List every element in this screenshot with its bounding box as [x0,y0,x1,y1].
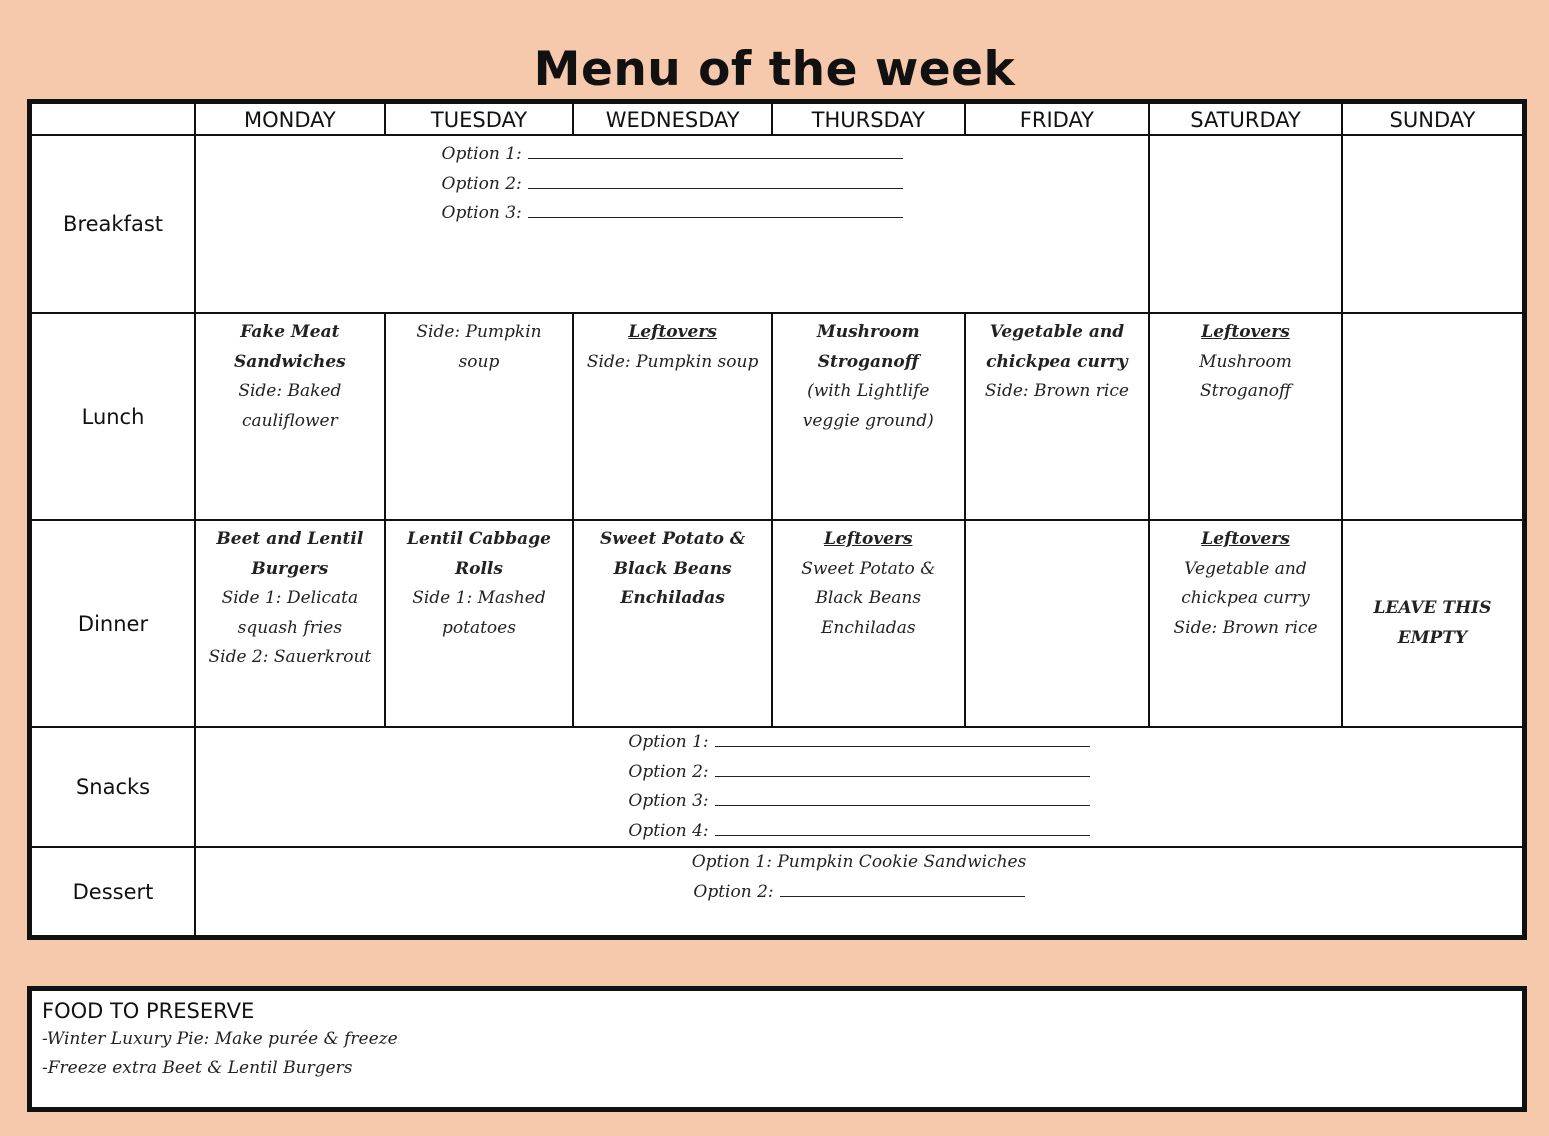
header-row [30,102,1525,136]
dinner-thursday-cell[interactable]: Leftovers Sweet Potato & Black Beans Enchiladas [772,520,965,727]
row-label-lunch: Lunch [30,313,196,520]
dessert-options-cell[interactable] [195,847,1524,937]
day-header-saturday: SATURDAY [1149,102,1342,136]
dessert-option-2: Option 2: [196,878,1522,908]
food-to-preserve-box[interactable] [27,986,1527,1112]
lunch-wednesday-cell[interactable]: Leftovers Side: Pumpkin soup [573,313,772,520]
breakfast-option-2: Option 2: [442,170,903,200]
blank-line [528,203,903,218]
blank-line [715,762,1090,777]
breakfast-option-1: Option 1: [442,140,903,170]
dessert-option-1: Option 1: Pumpkin Cookie Sandwiches [691,852,1027,873]
day-header-sunday: SUNDAY [1342,102,1525,136]
row-label-breakfast: Breakfast [30,135,196,313]
lunch-tuesday-cell[interactable]: Side: Pumpkin soup [385,313,574,520]
lunch-friday-cell[interactable]: Vegetable and chickpea curry Side: Brown rice [965,313,1150,520]
dessert-row [30,847,1525,937]
preserve-item: -Winter Luxury Pie: Make purée & freeze [42,1029,398,1049]
dinner-saturday-cell[interactable]: Leftovers Vegetable and chickpea curry Side: Brown rice [1149,520,1342,727]
preserve-item: -Freeze extra Beet & Lentil Burgers [42,1058,353,1078]
dinner-tuesday-cell[interactable]: Lentil Cabbage Rolls Side 1: Mashed potatoes [385,520,574,727]
row-label-snacks: Snacks [30,727,196,847]
day-header-tuesday: TUESDAY [385,102,574,136]
corner-cell [30,102,196,136]
snacks-row [30,727,1525,847]
breakfast-row [30,135,1525,313]
dinner-row [30,520,1525,727]
weekly-menu-table [27,99,1527,940]
snack-option-3: Option 3: [628,787,1089,817]
snack-option-1: Option 1: [628,728,1089,758]
dinner-friday-cell[interactable] [965,520,1150,727]
lunch-sunday-cell[interactable] [1342,313,1525,520]
snack-option-2: Option 2: [628,758,1089,788]
blank-line [528,174,903,189]
blank-line [715,791,1090,806]
snack-option-4: Option 4: [628,817,1089,847]
dinner-sunday-cell[interactable]: LEAVE THIS EMPTY [1342,520,1525,727]
blank-line [715,732,1090,747]
day-header-monday: MONDAY [195,102,385,136]
row-label-dessert: Dessert [30,847,196,937]
lunch-saturday-cell[interactable]: Leftovers Mushroom Stroganoff [1149,313,1342,520]
day-header-thursday: THURSDAY [772,102,965,136]
page-title: Menu of the week [533,42,1016,97]
dinner-wednesday-cell[interactable]: Sweet Potato & Black Beans Enchiladas [573,520,772,727]
blank-line [715,821,1090,836]
breakfast-saturday-cell[interactable] [1149,135,1342,313]
preserve-title: FOOD TO PRESERVE [42,999,255,1023]
breakfast-sunday-cell[interactable] [1342,135,1525,313]
blank-line [528,144,903,159]
lunch-monday-cell[interactable]: Fake Meat Sandwiches Side: Baked cauliflower [195,313,385,520]
dinner-monday-cell[interactable]: Beet and Lentil Burgers Side 1: Delicata squash fries Side 2: Sauerkrout [195,520,385,727]
breakfast-options-cell[interactable] [195,135,1149,313]
day-header-friday: FRIDAY [965,102,1150,136]
day-header-wednesday: WEDNESDAY [573,102,772,136]
breakfast-option-3: Option 3: [442,199,903,229]
lunch-row [30,313,1525,520]
lunch-thursday-cell[interactable]: Mushroom Stroganoff (with Lightlife veggie ground) [772,313,965,520]
blank-line [780,882,1025,897]
row-label-dinner: Dinner [30,520,196,727]
snacks-options-cell[interactable] [195,727,1524,847]
